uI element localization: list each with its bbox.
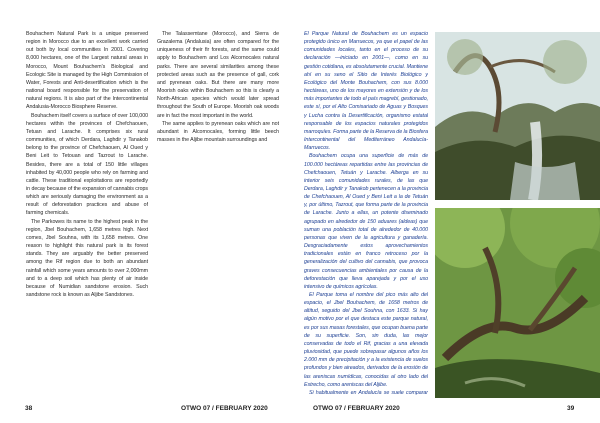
english-text-column-2 xyxy=(157,30,279,398)
magazine-footer-right: OTWO 07 / FEBRUARY 2020 xyxy=(313,405,400,412)
paragraph: The same applies to pyrenean oaks which are not abundant in Alcornocales, forming little beech masses in the Aljibe mountain surroundings and xyxy=(157,120,279,144)
mossy-tree-photo xyxy=(435,208,600,398)
forest-waterfall-illustration xyxy=(435,32,600,200)
magazine-footer-left: OTWO 07 / FEBRUARY 2020 xyxy=(181,405,268,412)
paragraph: El Parque toma el nombre del pico más alto del espacio, el Jbel Bouhachem, de 1658 metros de altitud, seguido del Jbel Souhna, con 1633. Si hay algún motivo por el que destaca este parque natural, es por sus masas forestales, que ocupan buena parte de su superficie. Son, sin duda, las mejor conservadas de todo el Rif, gracias a una elevada pluviosidad, que puede sobrepasar algunos años los 2.000 mm de precipitación y a la existencia de suelos profundos y bien aireados, derivados de la erosión de las areniscas numídicas, conocidas al otro lado del Estrecho, como areniscas del Aljibe. xyxy=(304,292,428,388)
right-page xyxy=(300,0,600,423)
spanish-text-column xyxy=(304,30,428,398)
english-text-column-1 xyxy=(26,30,148,398)
paragraph: The Talassemtane (Morocco), and Sierra de Grazalema (Andalusia) are often compared for the uniqueness of their fir forests, and the same could apply to Bouhachem and Los Alcornocales natural parks. There are several similarities among these protected areas such as the presence of gall, cork and pyrenean oaks. But there are many more Moorish oaks within Bouhachem so this is clearly a North-African species which would later spread throughout the South of Europe. Moorish oak woods are in fact the most important in the world. xyxy=(157,31,279,119)
paragraph: Bouhachem itself covers a surface of over 100,000 hectares within the provinces of Chefchaouen, Tetuan and Larache. It comprises six rural communities, of which Derdara, Laghdir y Tanakob belong to the province of Chefchaouen, Al Oued y Beni Leit to Tetouan and Tazrout to Larache. Besides, there are a total of 150 little villages inhabited by 40,000 people who rely on farming and cattle. These traditional exploitations are reportedly in decay because of the expansion of cannabis crops which are seriously damaging the environment as a result of deforestation practices and abuse of farming chemicals. xyxy=(26,112,148,217)
page-number-right: 39 xyxy=(567,405,575,412)
paragraph: El Parque Natural de Bouhachem es un espacio protegido único en Marruecos, ya que el papel de las comunidades locales, tanto en el proceso de su declaración —iniciado en 2001—, como en su gestión cotidiana, es absolutamente crucial. Mantiene ahí en su seno el Sitio de Interés Biológico y Ecológico del Monte Bouhachem, con sus 8.000 hectáreas, uno de los mayores en extensión y de los más importantes de todo el país magrebí, gestionado, este sí, por el Alto Comisariado de Aguas y Bosques y Lucha contra la Desertificación, organismo estatal responsable de los espacios naturales protegidos marroquíes. Forma parte de la Reserva de la Biosfera Intercontinental del Mediterráneo Andalucía-Marruecos. xyxy=(304,31,428,152)
paragraph: Bouhachem Natural Park is a unique preserved region in Morocco due to an excellent work carried out both by local communities In 2001. Covering 8,000 hectares, one of the Largest natural areas in Morocco, Mount Bouhachem's Biological and Ecologic Site is managed by the High Commission of Water, Forests and Anti-desertification which is the national board responsible for the preservation of natural regions. It is also part of the Intercontinental Andalusia-Morocco Biosphere Reserve. xyxy=(26,31,148,111)
forest-waterfall-photo xyxy=(435,32,600,200)
paragraph: The Parkowes its name to the highest peak in the region, Jbel Bouhachem, 1,658 metres high. Next comes, Jbel Souhna, with its 1,658 metres. One reason to highlight this natural park is its forest stands. They are arguably the better preserved among the Rif region due to both an abundant rainfall which some years amounts to over 2,000mm and to a deep soil which has plenty of air inside because of Numidian sandstone erosion. Such sandstone rock is known as Aljibe Sandstones. xyxy=(26,218,148,298)
mossy-tree-illustration xyxy=(435,208,600,398)
paragraph: Bouhachem ocupa una superficie de más de 100.000 hectáreas repartidas entre las provincias de Chefchaouen, Tetuán y Larache. Alberga en su interior seis comunidades rurales, de las que Derdara, Laghdir y Tanakob pertenecen a la provincia de Chefchaouen, Al Oued y Beni Leit a la de Tetuán y, por último, Tazrout, que forma parte de la provincia de Larache. Junto a ellas, un potente diseminado agrupado en alrededor de 150 aduares (aldeas) que suman una población total de alrededor de 40.000 personas que viven de la agricultura y ganadería. Desgraciadamente estos aprovechamientos tradicionales están en franco retroceso por la generalización del cultivo del cannabis, que provoca graves consecuencias ambientales por causa de la deforestación que lleva aparejada y por el uso intensivo de químicos agrícolas. xyxy=(304,153,428,290)
paragraph: Si habitualmente en Andalucía se suele comparar xyxy=(309,389,428,396)
page-number-left: 38 xyxy=(25,405,33,412)
